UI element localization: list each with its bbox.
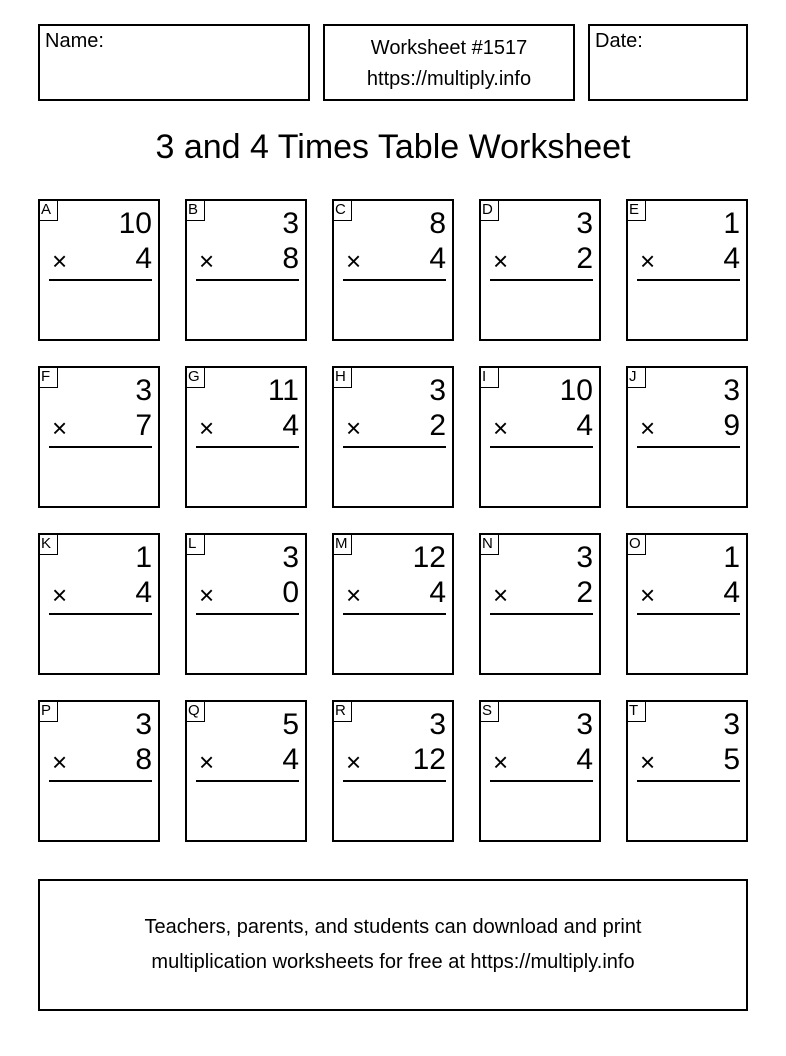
problem-letter: S [479, 700, 499, 722]
problem-letter: B [185, 199, 205, 221]
answer-line [490, 279, 593, 281]
problem-letter: A [38, 199, 58, 221]
problem-letter: F [38, 366, 58, 388]
multiplicand: 3 [135, 374, 152, 407]
page-title: 3 and 4 Times Table Worksheet [155, 128, 631, 166]
answer-line [49, 279, 152, 281]
times-sign: × [346, 246, 362, 276]
problem-card[interactable] [479, 199, 601, 341]
times-sign: × [199, 747, 215, 777]
answer-line [637, 279, 740, 281]
problem-card[interactable] [185, 533, 307, 675]
multiplicand: 3 [135, 708, 152, 741]
multiplier: 2 [576, 242, 593, 275]
times-sign: × [199, 413, 215, 443]
multiplicand: 10 [118, 207, 152, 240]
answer-line [343, 446, 446, 448]
problem-card[interactable] [626, 700, 748, 842]
multiplicand: 3 [723, 708, 740, 741]
answer-line [196, 279, 299, 281]
multiplicand: 8 [429, 207, 446, 240]
times-sign: × [52, 413, 68, 443]
problem-letter: T [626, 700, 646, 722]
problem-letter: N [479, 533, 499, 555]
multiplier: 4 [429, 242, 446, 275]
date-field-box[interactable] [588, 24, 748, 101]
multiplier: 12 [412, 743, 446, 776]
problem-card[interactable] [185, 700, 307, 842]
answer-line [637, 613, 740, 615]
multiplier: 9 [723, 409, 740, 442]
answer-line [637, 780, 740, 782]
problem-card[interactable] [479, 533, 601, 675]
name-field-box[interactable] [38, 24, 310, 101]
multiplicand: 3 [282, 207, 299, 240]
times-sign: × [199, 246, 215, 276]
answer-line [196, 613, 299, 615]
times-sign: × [52, 246, 68, 276]
problem-letter: P [38, 700, 58, 722]
problem-letter: G [185, 366, 205, 388]
problem-letter: H [332, 366, 352, 388]
times-sign: × [493, 246, 509, 276]
multiplier: 4 [576, 409, 593, 442]
problem-letter: I [479, 366, 499, 388]
answer-line [49, 780, 152, 782]
multiplicand: 3 [576, 207, 593, 240]
problem-letter: J [626, 366, 646, 388]
answer-line [196, 446, 299, 448]
multiplier: 4 [282, 743, 299, 776]
problem-card[interactable] [38, 700, 160, 842]
worksheet-number: Worksheet #1517 [370, 37, 528, 59]
answer-line [343, 780, 446, 782]
multiplicand: 11 [267, 374, 299, 407]
problem-card[interactable] [626, 533, 748, 675]
multiplicand: 1 [723, 541, 740, 574]
multiplier: 4 [576, 743, 593, 776]
multiplicand: 1 [723, 207, 740, 240]
answer-line [343, 279, 446, 281]
footer-text-line-1: Teachers, parents, and students can download and print [144, 916, 642, 938]
problem-card[interactable] [332, 533, 454, 675]
problem-card[interactable] [332, 199, 454, 341]
times-sign: × [199, 580, 215, 610]
times-sign: × [346, 580, 362, 610]
multiplier: 8 [135, 743, 152, 776]
multiplicand: 3 [576, 708, 593, 741]
multiplier: 4 [429, 576, 446, 609]
multiplier: 4 [282, 409, 299, 442]
answer-line [49, 613, 152, 615]
answer-line [637, 446, 740, 448]
multiplier: 5 [723, 743, 740, 776]
problem-letter: L [185, 533, 205, 555]
problem-letter: D [479, 199, 499, 221]
times-sign: × [493, 413, 509, 443]
footer-text-line-2: multiplication worksheets for free at https://multiply.info [151, 951, 635, 973]
date-label: Date: [595, 30, 643, 52]
times-sign: × [640, 246, 656, 276]
problem-card[interactable] [185, 199, 307, 341]
problem-grid [38, 199, 748, 841]
multiplicand: 3 [723, 374, 740, 407]
multiplier: 4 [135, 242, 152, 275]
problem-card[interactable] [332, 700, 454, 842]
answer-line [490, 446, 593, 448]
answer-line [490, 613, 593, 615]
problem-card[interactable] [626, 199, 748, 341]
worksheet-info-box [323, 24, 575, 101]
problem-card[interactable] [185, 366, 307, 508]
times-sign: × [493, 580, 509, 610]
multiplier: 4 [723, 242, 740, 275]
problem-card[interactable] [38, 533, 160, 675]
multiplicand: 1 [135, 541, 152, 574]
problem-card[interactable] [626, 366, 748, 508]
problem-letter: K [38, 533, 58, 555]
problem-letter: E [626, 199, 646, 221]
multiplicand: 3 [282, 541, 299, 574]
multiplier: 4 [723, 576, 740, 609]
times-sign: × [493, 747, 509, 777]
times-sign: × [640, 413, 656, 443]
times-sign: × [640, 747, 656, 777]
answer-line [490, 780, 593, 782]
name-label: Name: [45, 30, 104, 52]
multiplier: 8 [282, 242, 299, 275]
multiplicand: 5 [282, 708, 299, 741]
problem-card[interactable] [479, 700, 601, 842]
times-sign: × [640, 580, 656, 610]
multiplier: 4 [135, 576, 152, 609]
problem-letter: M [332, 533, 352, 555]
multiplicand: 12 [412, 541, 446, 574]
multiplicand: 3 [576, 541, 593, 574]
multiplier: 2 [429, 409, 446, 442]
problem-card[interactable] [38, 366, 160, 508]
times-sign: × [346, 747, 362, 777]
answer-line [49, 446, 152, 448]
multiplier: 2 [576, 576, 593, 609]
problem-letter: R [332, 700, 352, 722]
problem-letter: O [626, 533, 646, 555]
multiplicand: 3 [429, 374, 446, 407]
multiplier: 7 [135, 409, 152, 442]
multiplier: 0 [282, 576, 299, 609]
multiplicand: 3 [429, 708, 446, 741]
answer-line [343, 613, 446, 615]
footer-box [38, 879, 748, 1011]
times-sign: × [346, 413, 362, 443]
problem-card[interactable] [479, 366, 601, 508]
problem-card[interactable] [332, 366, 454, 508]
problem-letter: Q [185, 700, 205, 722]
problem-letter: C [332, 199, 352, 221]
worksheet-url: https://multiply.info [366, 68, 532, 90]
answer-line [196, 780, 299, 782]
times-sign: × [52, 747, 68, 777]
problem-card[interactable] [38, 199, 160, 341]
multiplicand: 10 [559, 374, 593, 407]
times-sign: × [52, 580, 68, 610]
